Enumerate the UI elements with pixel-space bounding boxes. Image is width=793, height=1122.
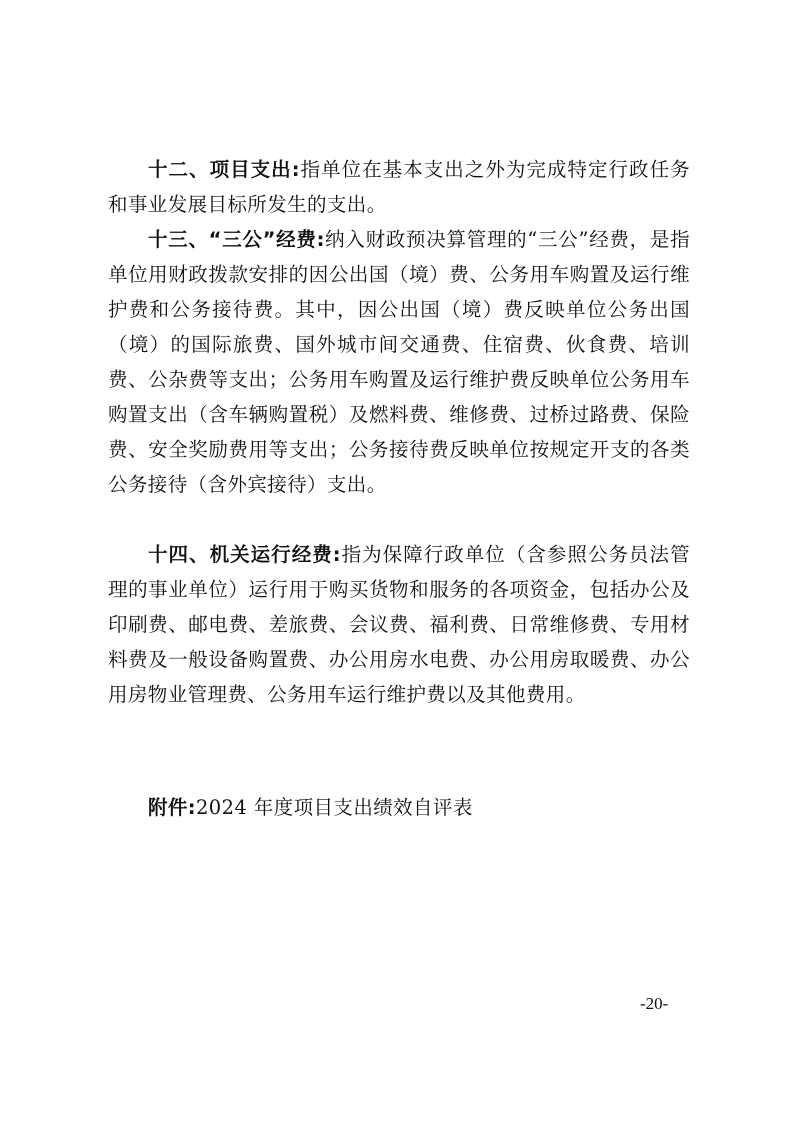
section-agency-operating-expenses — [108, 537, 690, 712]
section-three-public-expenses — [108, 222, 690, 502]
attachment-title: 2024 年度项目支出绩效自评表 — [196, 796, 473, 819]
section-term: 十三、“三公”经费: — [148, 228, 325, 251]
page-number: -20- — [640, 994, 669, 1013]
section-term: 十二、项目支出: — [148, 158, 300, 181]
section-term: 十四、机关运行经费: — [148, 543, 341, 566]
section-project-expenditure — [108, 152, 690, 222]
section-text: 指单位在基本支出之外为完成特定行政任务和事业发展目标所发生的支出。 — [108, 158, 690, 216]
section-text: 纳入财政预决算管理的“三公”经费，是指单位用财政拨款安排的因公出国（境）费、公务用车购置及运行维护费和公务接待费。其中，因公出国（境）费反映单位公务出国（境）的国际旅费、国外城市间交通费、住宿费、伙食费、培训费、公杂费等支出；公务用车购置及运行维护费反映单位公务用车购置支出（含车辆购置税）及燃料费、维修费、过桥过路费、保险费、安全奖励费用等支出；公务接待费反映单位按规定开支的各类公务接待（含外宾接待）支出。 — [108, 228, 690, 496]
section-text: 指为保障行政单位（含参照公务员法管理的事业单位）运行用于购买货物和服务的各项资金，包括办公及印刷费、邮电费、差旅费、会议费、福利费、日常维修费、专用材料费及一般设备购置费、办公用房水电费、办公用房取暖费、办公用房物业管理费、公务用车运行维护费以及其他费用。 — [108, 543, 690, 706]
attachment-label: 附件: — [148, 796, 196, 819]
attachment-line — [148, 790, 473, 825]
